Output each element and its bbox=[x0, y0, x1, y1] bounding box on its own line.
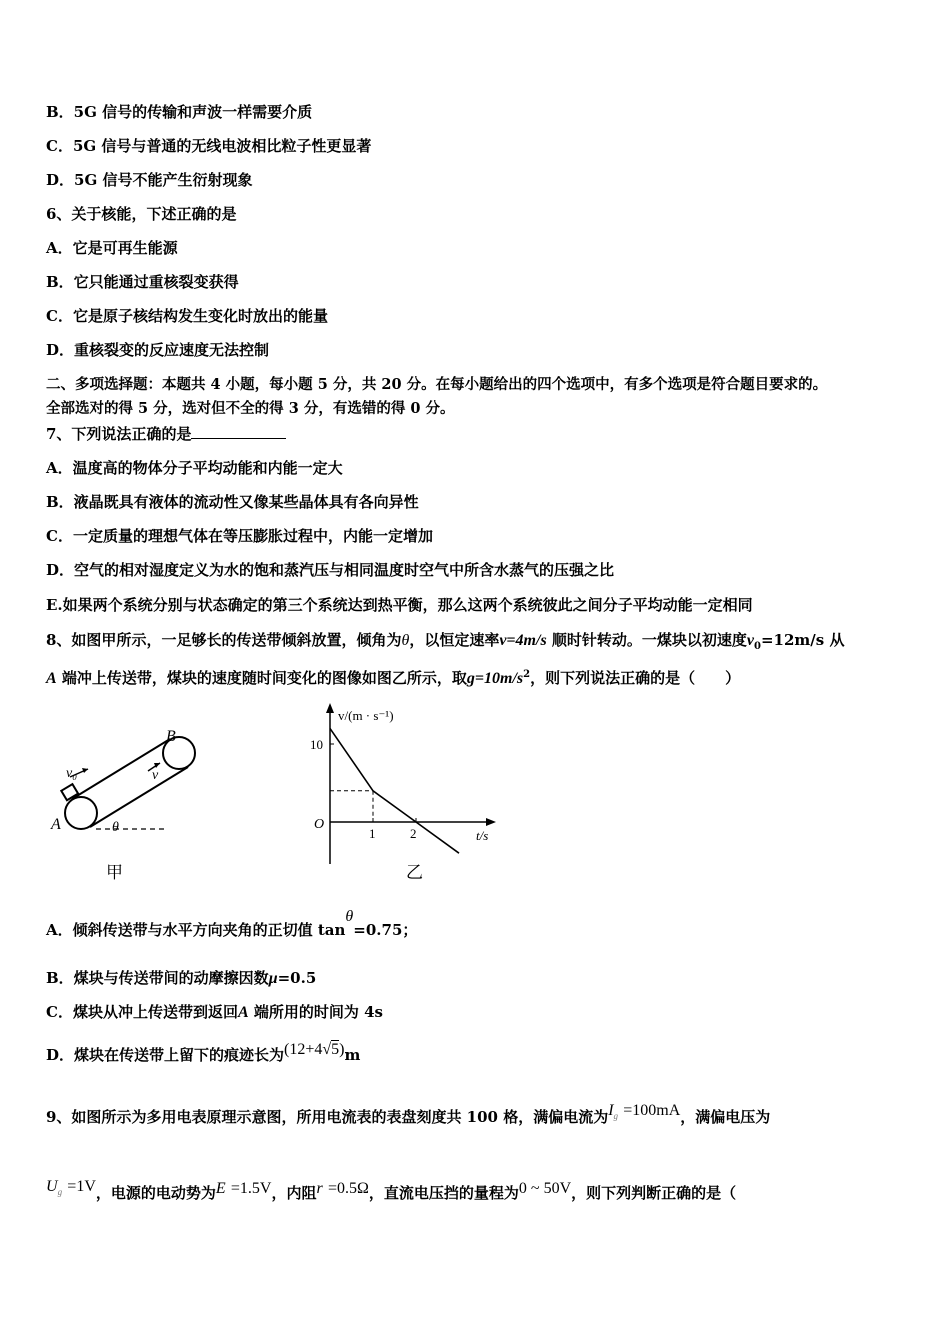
q8-stem-line1: 8、如图甲所示，一足够长的传送带倾斜放置，倾角为θ，以恒定速率v=4m/s 顺时针转动。一煤块以初速度$v_0=12m/s$ 从 bbox=[46, 631, 845, 652]
q7-option-c: C．一定质量的理想气体在等压膨胀过程中，内能一定增加 bbox=[46, 527, 433, 545]
q8-option-b: B．煤块与传送带间的动摩擦因数μ=0.5 bbox=[46, 969, 317, 987]
y-axis-arrow bbox=[326, 703, 334, 713]
guide-lines bbox=[330, 791, 373, 822]
v0-value: =12m/s bbox=[760, 631, 825, 649]
q6-option-b: B．它只能通过重核裂变获得 bbox=[46, 273, 239, 291]
answer-blank bbox=[191, 424, 286, 439]
gravity-value: g=10m/s bbox=[466, 670, 524, 687]
x-axis-arrow bbox=[486, 818, 496, 826]
theta-symbol: θ bbox=[401, 632, 410, 649]
section2-heading-line1: 二、多项选择题：本题共 4 小题，每小题 5 分，共 20 分。在每小题给出的四个选项中，有多个选项是符合题目要求的。 bbox=[46, 376, 828, 393]
q9-stem-line2: $U_g =1V$，电源的电动势为E =1.5V，内阻r =0.5Ω，直流电压挡的量程为0 ~ 50V，则下列判断正确的是（ bbox=[46, 1178, 737, 1202]
emf-value: E =1.5V bbox=[215, 1180, 272, 1197]
label-v0: v₀ bbox=[66, 766, 78, 781]
section2-heading-line2: 全部选对的得 5 分，选对但不全的得 3 分，有选错的得 0 分。 bbox=[46, 400, 455, 417]
internal-resistance: r =0.5Ω bbox=[316, 1180, 369, 1197]
q8-option-a: A．倾斜传送带与水平方向夹角的正切值 tanθ=0.75； bbox=[46, 908, 418, 939]
q7-option-b: B．液晶既具有液体的流动性又像某些晶体具有各向异性 bbox=[46, 493, 419, 511]
mu-symbol: μ bbox=[268, 970, 278, 987]
q6-option-a: A．它是可再生能源 bbox=[46, 239, 178, 257]
q5-option-d: D．5G 信号不能产生衍射现象 bbox=[46, 171, 253, 189]
q8-option-d: D．煤块在传送带上留下的痕迹长为(12+4√5)m bbox=[46, 1041, 361, 1064]
origin-label: O bbox=[314, 817, 325, 832]
x-tick-label-1: 1 bbox=[369, 826, 376, 841]
q6-option-d: D．重核裂变的反应速度无法控制 bbox=[46, 341, 270, 359]
figure-jia bbox=[48, 705, 288, 895]
full-scale-current: $I_g =100mA$ bbox=[608, 1102, 681, 1121]
label-a: A bbox=[51, 816, 61, 833]
figure-yi-chart bbox=[300, 700, 510, 890]
tick-marks bbox=[330, 744, 416, 822]
q7-stem bbox=[46, 424, 286, 444]
label-b: B bbox=[166, 728, 176, 745]
voltage-range: 0 ~ 50V bbox=[518, 1180, 572, 1197]
x-axis-label: t/s bbox=[476, 828, 489, 843]
q7-option-a: A．温度高的物体分子平均动能和内能一定大 bbox=[46, 459, 343, 477]
x-tick-label-2: 2 bbox=[410, 826, 417, 841]
caption-yi: 乙 bbox=[406, 863, 423, 882]
q6-stem: 6、关于核能，下述正确的是 bbox=[46, 205, 237, 223]
velocity-line bbox=[330, 728, 459, 853]
caption-jia: 甲 bbox=[106, 863, 123, 882]
label-v: v bbox=[152, 768, 159, 783]
belt-bottom bbox=[90, 767, 188, 827]
q8-option-c: C．煤块从冲上传送带到返回A 端所用的时间为 4s bbox=[46, 1003, 383, 1021]
y-tick-label-10: 10 bbox=[310, 737, 323, 752]
full-scale-voltage: $U_g =1V$ bbox=[46, 1178, 96, 1197]
q6-option-c: C．它是原子核结构发生变化时放出的能量 bbox=[46, 307, 328, 325]
belt-speed: v=4m/s bbox=[499, 632, 547, 649]
q8-stem-line2: A 端冲上传送带，煤块的速度随时间变化的图像如图乙所示，取$g=10m/s^2$，则下列说法正确的是（ ） bbox=[46, 669, 741, 687]
q7-stem-text: 7、下列说法正确的是 bbox=[46, 425, 192, 443]
q7-option-d: D．空气的相对湿度定义为水的饱和蒸汽压与相同温度时空气中所含水蒸气的压强之比 bbox=[46, 561, 615, 579]
q5-option-c: C．5G 信号与普通的无线电波相比粒子性更显著 bbox=[46, 137, 372, 155]
lower-pulley bbox=[65, 797, 97, 829]
v0-symbol: v bbox=[746, 632, 755, 649]
q9-stem-line1: 9、如图所示为多用电表原理示意图，所用电流表的表盘刻度共 100 格，满偏电流为$I_g =100mA$，满偏电压为 bbox=[46, 1102, 771, 1126]
q5-option-b: B．5G 信号的传输和声波一样需要介质 bbox=[46, 103, 313, 121]
label-theta: θ bbox=[112, 820, 119, 835]
trace-length-expression: (12+4√5) bbox=[284, 1041, 345, 1058]
q7-option-e: E.如果两个系统分别与状态确定的第三个系统达到热平衡，那么这两个系统彼此之间分子平均动能一定相同 bbox=[46, 596, 753, 614]
theta-symbol: θ bbox=[345, 908, 354, 925]
y-axis-label: v/(m · s⁻¹) bbox=[338, 708, 394, 723]
